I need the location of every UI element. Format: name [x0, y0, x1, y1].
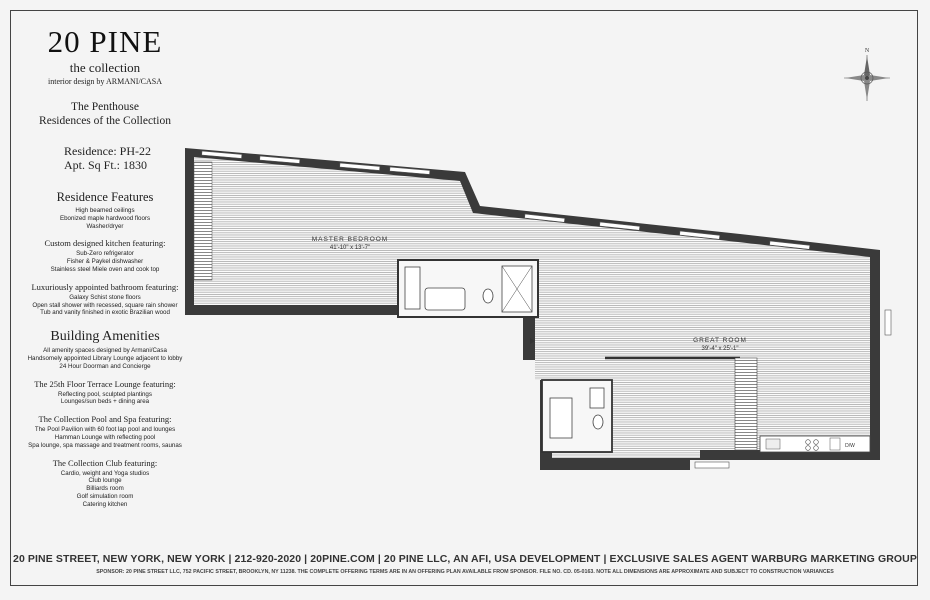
brand-subtitle: the collection — [69, 60, 141, 75]
list-item: Fisher & Paykel dishwasher — [66, 258, 144, 266]
dishwasher-label: D/W — [845, 443, 855, 449]
amenities-title: Building Amenities — [50, 329, 160, 345]
collection-line-1: The Penthouse — [70, 101, 140, 113]
list-item: Golf simulation room — [76, 492, 134, 500]
compass-north-label: N — [864, 48, 870, 54]
kitchen-title: Custom designed kitchen featuring: — [44, 238, 166, 249]
designer-credit: interior design by ARMANI/CASA — [48, 77, 162, 86]
residence-number: Residence: PH-22 — [64, 144, 151, 158]
compass-icon — [838, 44, 896, 102]
list-item: The Pool Pavilion with 60 foot lap pool and lounges — [34, 426, 176, 434]
tub-2 — [550, 398, 572, 438]
features-list — [14, 207, 196, 230]
window-bottom — [695, 462, 729, 468]
list-item: Lounges/sun beds + dining area — [60, 398, 150, 406]
list-item: Hamman Lounge with reflecting pool — [54, 433, 156, 441]
list-item: Spa lounge, spa massage and treatment rooms, saunas — [28, 441, 182, 449]
club-list — [14, 470, 196, 509]
toilet-2 — [593, 415, 603, 429]
list-item: Cardio, weight and Yoga studios — [60, 469, 150, 477]
info-column — [14, 20, 196, 509]
list-item: Club lounge — [88, 477, 122, 485]
list-item: 24 Hour Doorman and Concierge — [59, 362, 151, 370]
pool-list — [14, 426, 196, 449]
footer-contact: 20 PINE STREET, NEW YORK, NEW YORK | 212-920-2020 | 20PINE.COM | 20 PINE LLC, AN AFI, USA DEVELOPMENT | EXCLUSIVE SALES AGENT WARBURG MARKETING GROUP — [13, 553, 917, 565]
bath-title: Luxuriously appointed bathroom featuring: — [31, 281, 179, 292]
powder-room — [542, 380, 612, 452]
amenities-list — [14, 347, 196, 370]
toilet — [483, 289, 493, 303]
bath-list — [14, 294, 196, 317]
list-item: Catering kitchen — [82, 500, 128, 508]
square-footage: Apt. Sq Ft.: 1830 — [64, 158, 148, 172]
sink — [766, 439, 780, 449]
master-bedroom-label: MASTER BEDROOM — [311, 236, 389, 243]
terrace-title: The 25th Floor Terrace Lounge featuring: — [34, 378, 176, 389]
radiator-left — [194, 162, 212, 280]
collection-heading — [14, 100, 196, 128]
residence-info — [14, 144, 196, 172]
list-item: Ebonized maple hardwood floors — [59, 214, 151, 222]
floor-plan — [180, 140, 900, 480]
master-bathroom — [398, 260, 538, 317]
list-item: Billiards room — [86, 485, 124, 493]
brand-logo: 20 PINE — [47, 24, 163, 59]
radiator-great-room — [735, 358, 757, 450]
vanity-2 — [590, 388, 604, 408]
pool-title: The Collection Pool and Spa featuring: — [38, 414, 172, 425]
great-room-label: GREAT ROOM — [693, 337, 747, 344]
list-item: Reflecting pool, sculpted plantings — [58, 390, 152, 398]
bathtub — [425, 288, 465, 310]
list-item: Handsomely appointed Library Lounge adjacent to lobby — [27, 354, 183, 362]
list-item: Open stall shower with recessed, square rain shower — [32, 301, 178, 309]
list-item: All amenity spaces designed by Armani/Casa — [43, 347, 167, 355]
list-item: Stainless steel Miele oven and cook top — [50, 265, 160, 273]
list-item: Washer/dryer — [86, 222, 124, 230]
list-item: Tub and vanity finished in exotic Brazilian wood — [40, 309, 170, 317]
list-item: Galaxy Schist stone floors — [69, 293, 141, 301]
features-title: Residence Features — [56, 190, 154, 204]
kitchen-list — [14, 250, 196, 273]
list-item: High beamed ceilings — [75, 207, 135, 214]
terrace-list — [14, 391, 196, 407]
vanity-counter — [405, 267, 420, 309]
master-bedroom-dims: 41'-10" x 13'-7" — [329, 245, 371, 251]
great-room-dims: 39'-4" x 25'-1" — [701, 346, 739, 352]
window-right — [885, 310, 891, 335]
club-title: The Collection Club featuring: — [52, 457, 158, 468]
footer-disclaimer: SPONSOR: 20 PINE STREET LLC, 752 PACIFIC STREET, BROOKLYN, NY 11238. THE COMPLETE OFFERING TERMS ARE IN AN OFFERING PLAN AVAILABLE FROM SPONSOR. FILE NO. CD. 05-0163. NOTE ALL DIMENSIONS ARE APPROXIMATE AND SUBJECT TO CONSTRUCTION VARIANCES — [96, 569, 834, 575]
collection-line-2: Residences of the Collection — [39, 115, 171, 127]
list-item: Sub-Zero refrigerator — [76, 250, 134, 258]
